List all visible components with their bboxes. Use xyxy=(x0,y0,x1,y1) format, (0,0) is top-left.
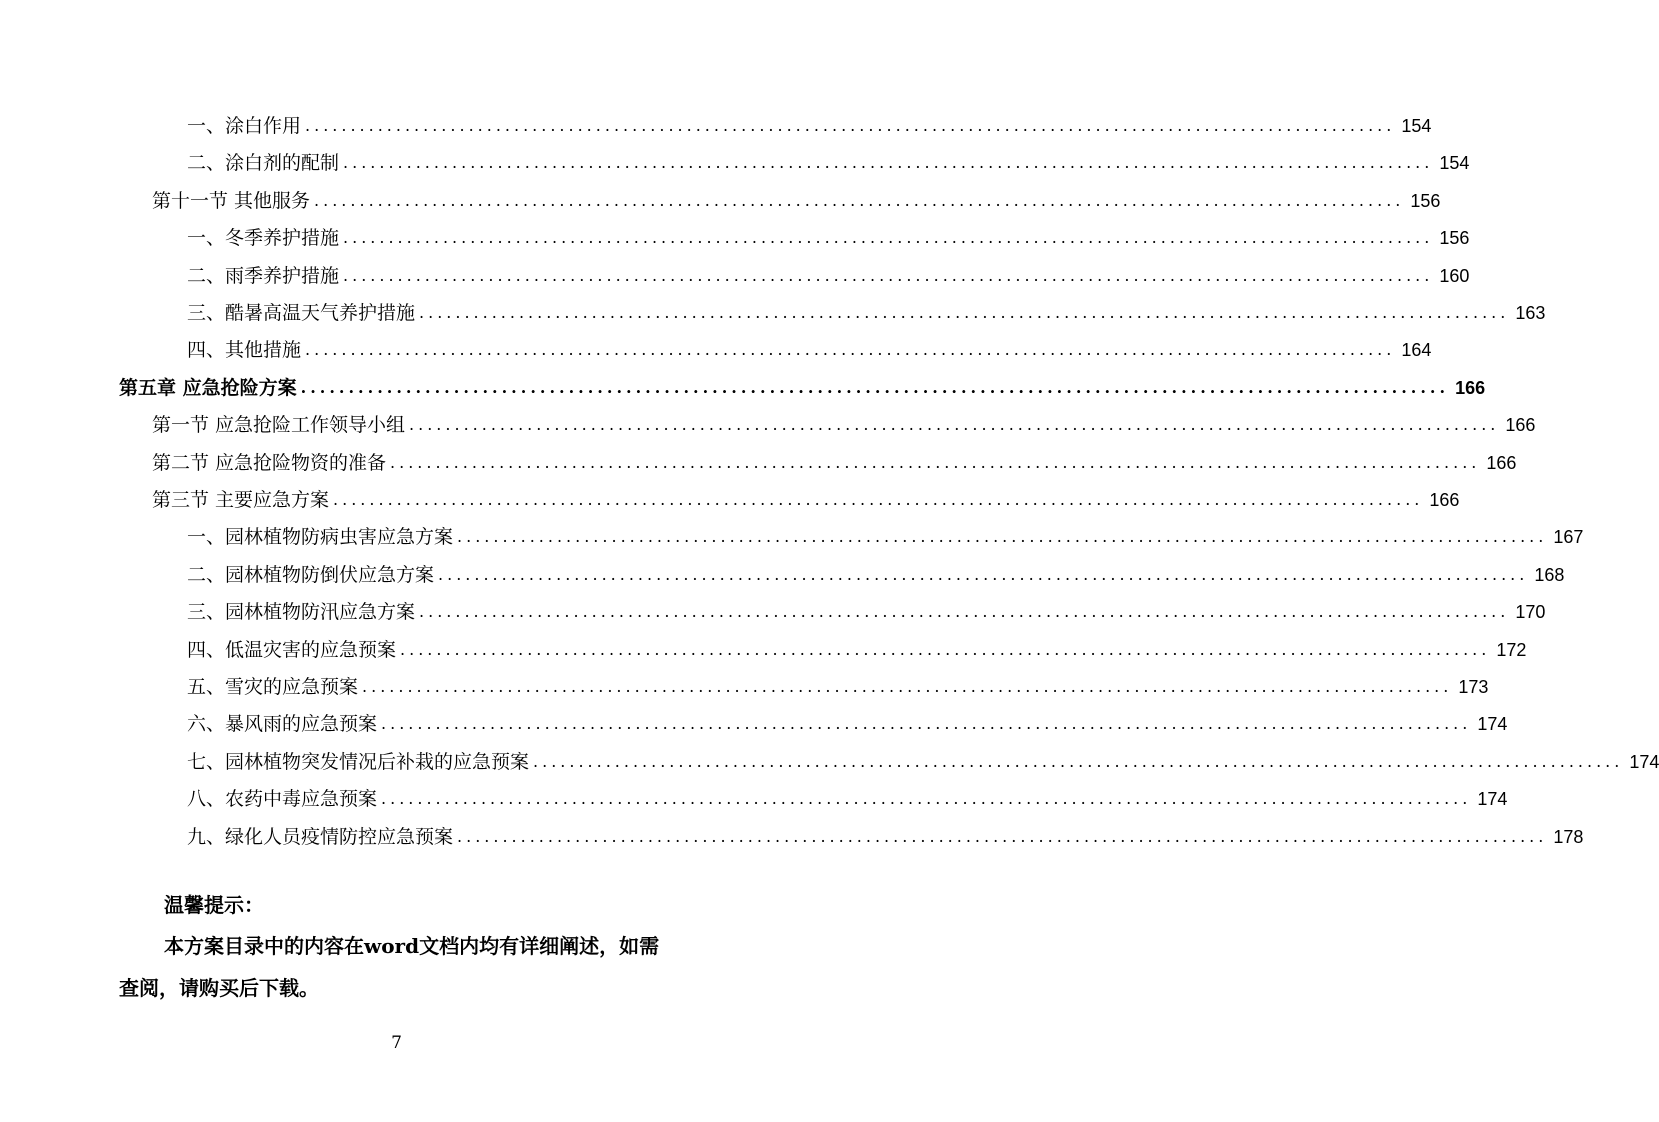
toc-entry-title: 二、园林植物防倒伏应急方案 xyxy=(187,563,435,586)
toc-subsection-entry[interactable] xyxy=(187,661,1489,698)
toc-section-entry[interactable] xyxy=(152,175,1441,212)
toc-subsection-entry[interactable] xyxy=(187,287,1546,324)
toc-leader-dots: ........................................................................................................................ xyxy=(400,639,1491,659)
toc-entry-title: 四、低温灾害的应急预案 xyxy=(187,638,397,661)
toc-subsection-entry[interactable] xyxy=(187,511,1584,549)
toc-entry-page: 178 xyxy=(1553,826,1584,847)
toc-subsection-entry[interactable] xyxy=(187,811,1584,848)
toc-leader-dots: ........................................................................................................................ xyxy=(305,116,1396,135)
toc-leader-dots: ........................................................................................................................ xyxy=(390,452,1481,472)
toc-entry-page: 154 xyxy=(1439,153,1470,174)
toc-entry-page: 154 xyxy=(1401,116,1432,136)
toc-subsection-entry[interactable] xyxy=(187,549,1565,586)
toc-leader-dots: ........................................................................................................................ xyxy=(362,677,1453,696)
toc-entry-page: 163 xyxy=(1515,303,1546,323)
toc-leader-dots: ........................................................................................................................ xyxy=(419,303,1510,322)
toc-leader-dots: ........................................................................................................................ xyxy=(333,490,1424,509)
toc-entry-page: 174 xyxy=(1629,751,1659,772)
toc-section-entry[interactable] xyxy=(152,474,1460,511)
toc-entry-page: 160 xyxy=(1439,265,1470,286)
toc-leader-dots: ........................................................................................................................ xyxy=(343,153,1434,173)
toc-entry-page: 174 xyxy=(1477,789,1508,810)
toc-leader-dots: ........................................................................................................................ xyxy=(457,527,1548,547)
toc-entry-page: 167 xyxy=(1553,527,1584,548)
toc-entry-title: 六、暴风雨的应急预案 xyxy=(187,713,378,736)
toc-entry-page: 168 xyxy=(1534,564,1565,585)
page-number: 7 xyxy=(391,1033,402,1053)
toc-leader-dots: ........................................................................................................................ xyxy=(419,602,1510,622)
toc-entry-title: 第三节 主要应急方案 xyxy=(152,489,330,511)
toc-section-entry[interactable] xyxy=(152,399,1536,437)
toc-subsection-entry[interactable] xyxy=(187,736,1659,773)
toc-leader-dots: ........................................................................................................................ xyxy=(300,377,1450,397)
toc-entry-page: 174 xyxy=(1477,714,1508,735)
toc-entry-page: 166 xyxy=(1455,377,1486,398)
toc-subsection-entry[interactable] xyxy=(187,698,1508,736)
toc-entry-title: 一、涂白作用 xyxy=(187,115,302,137)
toc-entry-title: 八、农药中毒应急预案 xyxy=(187,788,378,811)
toc-entry-page: 164 xyxy=(1401,340,1432,361)
toc-subsection-entry[interactable] xyxy=(187,586,1546,624)
toc-subsection-entry[interactable] xyxy=(187,624,1527,661)
toc-subsection-entry[interactable] xyxy=(187,773,1508,811)
toc-entry-page: 166 xyxy=(1429,490,1460,510)
toc-entry-page: 156 xyxy=(1410,190,1441,211)
toc-leader-dots: ........................................................................................................................ xyxy=(314,190,1405,210)
toc-leader-dots: ........................................................................................................................ xyxy=(533,751,1624,771)
toc-entry-title: 第十一节 其他服务 xyxy=(152,189,311,212)
toc-subsection-entry[interactable] xyxy=(187,324,1432,362)
toc-section-entry[interactable] xyxy=(152,437,1517,474)
toc-entry-title: 第二节 应急抢险物资的准备 xyxy=(152,451,387,474)
toc-leader-dots: ........................................................................................................................ xyxy=(305,340,1396,360)
toc-entry-page: 170 xyxy=(1515,602,1546,623)
toc-chapter-entry[interactable] xyxy=(119,362,1486,399)
toc-leader-dots: ........................................................................................................................ xyxy=(409,415,1500,435)
toc-entry-title: 一、园林植物防病虫害应急方案 xyxy=(187,526,454,549)
toc-entry-title: 二、涂白剂的配制 xyxy=(187,152,340,175)
toc-subsection-entry[interactable] xyxy=(187,250,1470,287)
toc-entry-title: 第五章 应急抢险方案 xyxy=(119,376,297,399)
toc-leader-dots: ........................................................................................................................ xyxy=(343,265,1434,285)
note-title: 温馨提示： xyxy=(164,893,264,917)
toc-entry-page: 173 xyxy=(1458,677,1489,697)
toc-entry-title: 九、绿化人员疫情防控应急预案 xyxy=(187,825,454,848)
toc-entry-title: 一、冬季养护措施 xyxy=(187,227,340,250)
toc-entry-title: 第一节 应急抢险工作领导小组 xyxy=(152,414,406,437)
toc-entry-title: 四、其他措施 xyxy=(187,339,302,362)
toc-leader-dots: ........................................................................................................................ xyxy=(381,789,1472,809)
toc-subsection-entry[interactable] xyxy=(187,137,1470,175)
toc-leader-dots: ........................................................................................................................ xyxy=(457,826,1548,846)
note-body: 本方案目录中的内容在word文档内均有详细阐述，如需查阅，请购买后下载。 xyxy=(119,934,660,1000)
toc-entry-title: 二、雨季养护措施 xyxy=(187,264,340,287)
toc-entry-title: 三、园林植物防汛应急方案 xyxy=(187,601,416,624)
toc-entry-title: 七、园林植物突发情况后补栽的应急预案 xyxy=(187,750,530,773)
toc-leader-dots: ........................................................................................................................ xyxy=(381,714,1472,734)
toc-entry-title: 三、酷暑高温天气养护措施 xyxy=(187,302,416,324)
toc-entry-page: 172 xyxy=(1496,639,1527,660)
toc-subsection-entry[interactable] xyxy=(187,212,1470,250)
toc-entry-title: 五、雪灾的应急预案 xyxy=(187,676,359,698)
toc-leader-dots: ........................................................................................................................ xyxy=(438,564,1529,584)
toc-entry-page: 166 xyxy=(1486,452,1517,473)
toc-leader-dots: ........................................................................................................................ xyxy=(343,228,1434,248)
toc-subsection-entry[interactable] xyxy=(187,100,1432,137)
toc-entry-page: 156 xyxy=(1439,228,1470,249)
toc-entry-page: 166 xyxy=(1505,415,1536,436)
